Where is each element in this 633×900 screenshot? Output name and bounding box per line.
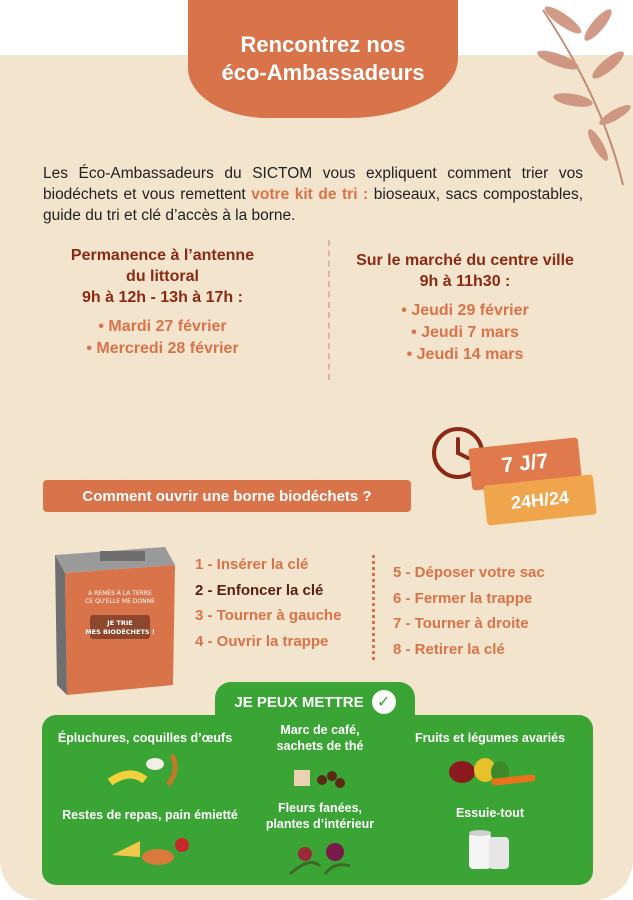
permanence-heading-line-2: du littoral	[126, 268, 199, 285]
steps-divider	[372, 555, 375, 660]
steps-list-right	[393, 560, 545, 662]
step-item: 2 - Enfoncer la clé	[195, 581, 324, 599]
compost-bin-icon	[45, 535, 180, 700]
allowed-items-tab	[215, 682, 415, 722]
paper-towel-icon	[455, 825, 525, 875]
intro-text-before: Les Éco-Ambassadeurs du SICTOM vous expliquent comment trier vos biodéchets et vous remettent	[43, 165, 583, 203]
peelings-icon	[100, 750, 190, 790]
bin-label-2: MES BIODÉCHETS !	[85, 628, 155, 636]
bin-slogan-1: A REMÈS À LA TERRE	[88, 590, 152, 597]
item-label: Fleurs fanées,	[277, 801, 363, 815]
item-label: Fruits et légumes avariés	[414, 731, 566, 745]
leaves-decoration-icon	[503, 0, 633, 190]
market-date: • Jeudi 29 février	[401, 302, 529, 319]
market-heading: Sur le marché du centre ville	[356, 252, 574, 269]
item-label: Restes de repas, pain émietté	[62, 808, 238, 822]
steps-list-left	[195, 552, 341, 654]
market-date: • Jeudi 14 mars	[406, 346, 524, 363]
column-divider	[328, 240, 330, 380]
step-item: 3 - Tourner à gauche	[195, 607, 342, 624]
item-label: plantes d’intérieur	[265, 817, 375, 831]
item-peelings	[55, 730, 235, 790]
item-coffee	[250, 722, 390, 794]
days-badge: 7 J/7	[468, 437, 582, 490]
leftovers-icon	[100, 827, 200, 867]
permanence-date: • Mercredi 28 février	[86, 340, 239, 357]
market-section	[340, 250, 590, 366]
item-label: Épluchures, coquilles d’œufs	[57, 731, 233, 745]
title-line-1: Rencontrez nos	[240, 32, 406, 57]
coffee-tea-icon	[280, 758, 360, 794]
permanence-section	[40, 245, 285, 360]
item-label: Marc de café,	[280, 723, 360, 737]
intro-highlight: votre kit de tri :	[251, 186, 369, 203]
market-date: • Jeudi 7 mars	[411, 324, 519, 341]
hours-badge: 24H/24	[483, 474, 597, 525]
step-item: 7 - Tourner à droite	[393, 615, 529, 632]
allowed-items-title: JE PEUX METTRE	[234, 693, 364, 711]
permanence-date: • Mardi 27 février	[98, 318, 227, 335]
flowers-plants-icon	[275, 836, 365, 878]
intro-paragraph	[43, 163, 583, 226]
item-label: sachets de thé	[276, 739, 364, 753]
open-bin-banner: Comment ouvrir une borne biodéchets ?	[43, 480, 411, 512]
step-item: 6 - Fermer la trappe	[393, 589, 533, 607]
step-item: 4 - Ouvrir la trappe	[195, 632, 329, 650]
intro-text-after: bioseaux, sacs compostables, guide du tri et clé d’accès à la borne.	[43, 186, 584, 224]
item-leftovers	[55, 807, 245, 867]
step-item: 8 - Retirer la clé	[393, 640, 505, 658]
fruits-vegetables-icon	[440, 750, 540, 790]
item-flowers	[250, 800, 390, 878]
page-title	[188, 0, 458, 118]
check-icon: ✓	[372, 690, 396, 714]
permanence-hours: 9h à 12h - 13h à 17h :	[82, 289, 243, 306]
market-hours: 9h à 11h30 :	[419, 273, 511, 290]
permanence-heading-line-1: Permanence à l’antenne	[70, 247, 255, 264]
step-item: 5 - Déposer votre sac	[393, 564, 545, 581]
item-towels	[420, 805, 560, 875]
item-fruits	[400, 730, 580, 790]
bin-slogan-2: CE QU'ELLE ME DONNE	[85, 598, 155, 605]
step-item: 1 - Insérer la clé	[195, 556, 309, 573]
item-label: Essuie-tout	[455, 806, 525, 820]
title-line-2: éco-Ambassadeurs	[221, 60, 425, 85]
bin-label-1: JE TRIE	[107, 619, 133, 627]
